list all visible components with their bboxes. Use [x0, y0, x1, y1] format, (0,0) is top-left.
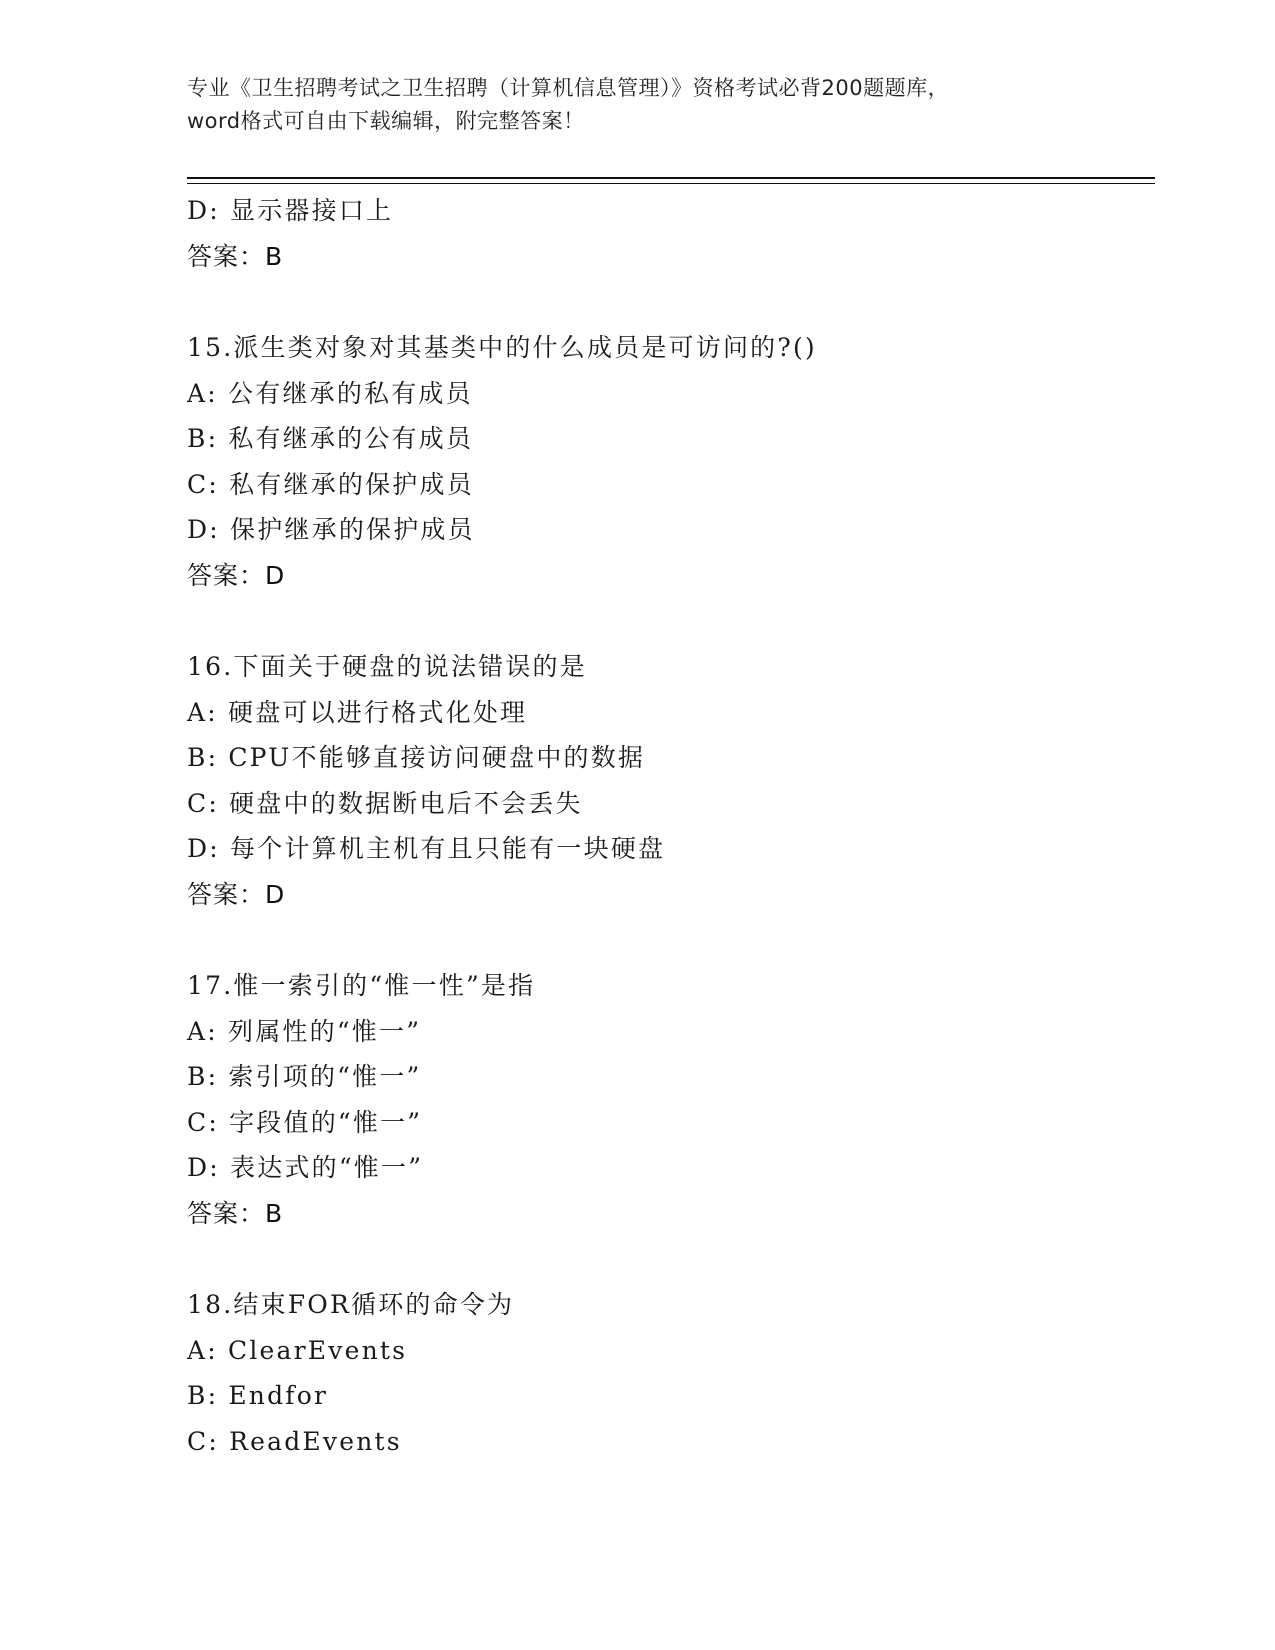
- option-a: A: 列属性的“惟一”: [187, 1016, 422, 1046]
- document-header: [187, 72, 1087, 138]
- lead-option: D: 显示器接口上: [187, 196, 394, 225]
- answer: 答案：D: [187, 879, 286, 909]
- spacer: [187, 598, 1155, 644]
- lead-answer: 答案：B: [187, 241, 284, 271]
- header-rule-thick: [187, 177, 1155, 179]
- question-17: [187, 963, 1155, 1236]
- header-line-2: word格式可自由下载编辑，附完整答案！: [187, 109, 585, 133]
- option-d: D: 表达式的“惟一”: [187, 1153, 424, 1182]
- option-d: D: 每个计算机主机有且只能有一块硬盘: [187, 834, 666, 863]
- option-c: C: ReadEvents: [187, 1426, 402, 1456]
- option-b: B: CPU不能够直接访问硬盘中的数据: [187, 743, 646, 772]
- question-content: [187, 188, 1155, 1464]
- option-c: C: 硬盘中的数据断电后不会丢失: [187, 788, 583, 818]
- spacer: [187, 917, 1155, 963]
- header-line-1: 专业《卫生招聘考试之卫生招聘（计算机信息管理）》资格考试必背200题题库，: [187, 76, 950, 100]
- option-a: A: 硬盘可以进行格式化处理: [187, 697, 528, 727]
- question-stem: 15.派生类对象对其基类中的什么成员是可访问的?(): [187, 333, 817, 362]
- option-c: C: 私有继承的保护成员: [187, 469, 474, 499]
- spacer: [187, 279, 1155, 325]
- header-rule-thin: [187, 183, 1155, 184]
- question-stem: 16.下面关于硬盘的说法错误的是: [187, 652, 587, 681]
- option-b: B: 索引项的“惟一”: [187, 1062, 422, 1091]
- question-stem: 18.结束FOR循环的命令为: [187, 1290, 515, 1319]
- option-b: B: 私有继承的公有成员: [187, 424, 474, 453]
- question-15: [187, 325, 1155, 598]
- question-18: [187, 1282, 1155, 1464]
- option-a: A: 公有继承的私有成员: [187, 378, 473, 408]
- answer: 答案：D: [187, 560, 286, 590]
- spacer: [187, 1236, 1155, 1282]
- option-a: A: ClearEvents: [187, 1335, 408, 1365]
- option-b: B: Endfor: [187, 1381, 329, 1410]
- option-d: D: 保护继承的保护成员: [187, 515, 475, 544]
- question-16: [187, 644, 1155, 917]
- answer: 答案：B: [187, 1198, 284, 1228]
- option-c: C: 字段值的“惟一”: [187, 1107, 423, 1137]
- question-stem: 17.惟一索引的“惟一性”是指: [187, 971, 536, 1000]
